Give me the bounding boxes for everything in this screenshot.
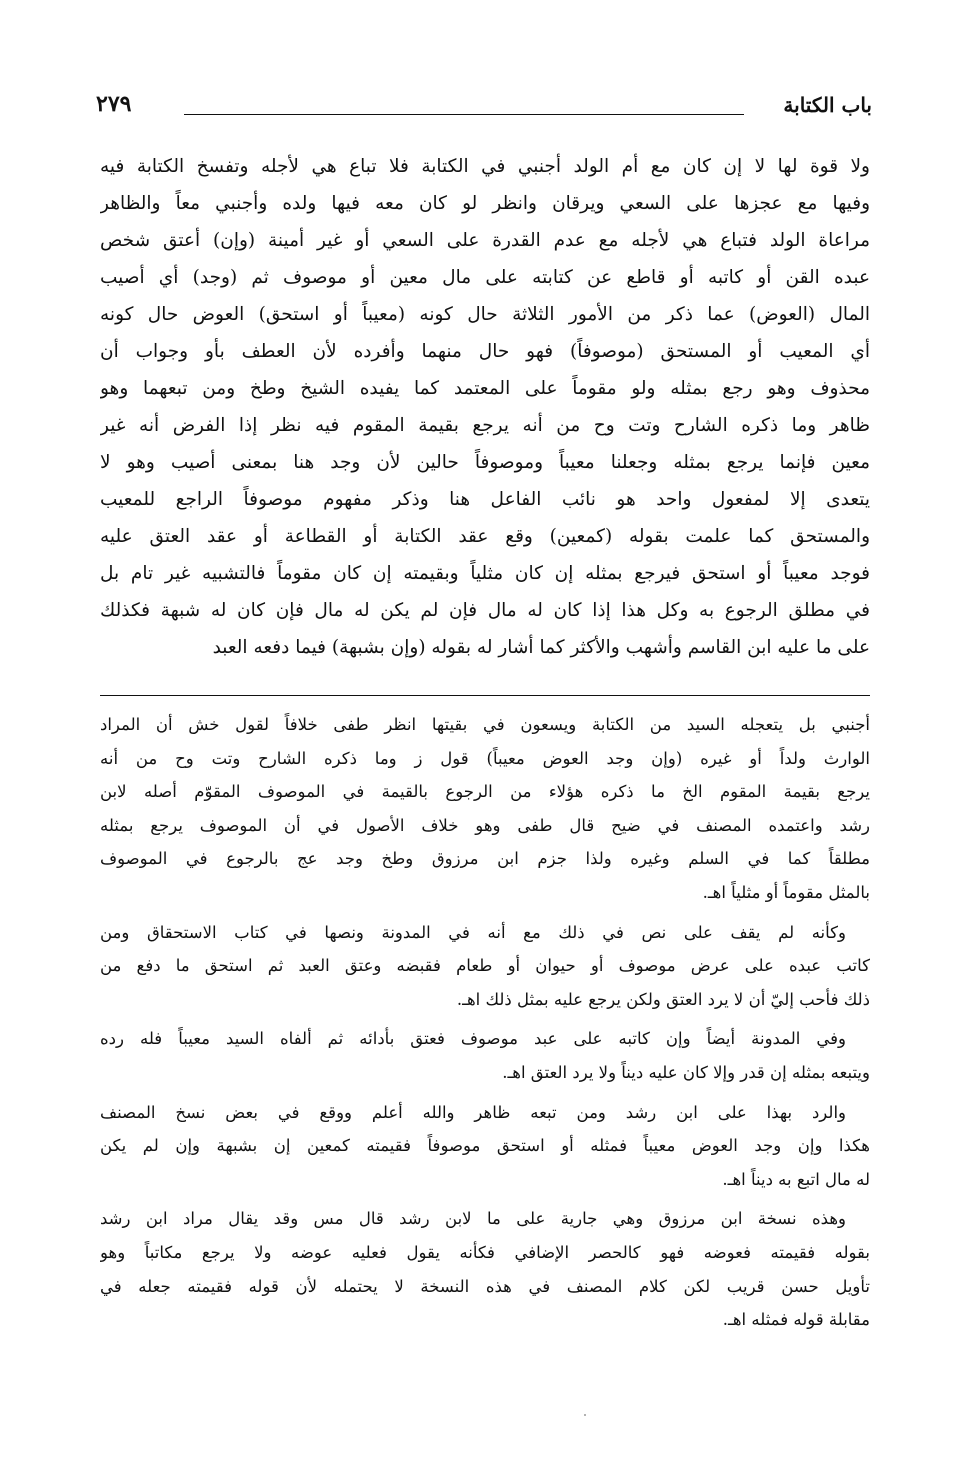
main-text-line: المال (العوض) عما ذكر من الأمور الثلاثة حال كونه (معيباً أو استحق) العوض حال كونه: [100, 304, 870, 325]
footnote-line: وفي المدونة أيضاً وإن كاتبه على عبد موصوف فعتق بأدائه ثم ألفاه السيد معيباً فله رده: [100, 1029, 846, 1049]
footnote-line: وكأنه لم يقف على نص في ذلك مع أنه في المدونة ونصها في كتاب الاستحقاق ومن: [100, 922, 846, 942]
main-text-line: محذوف وهو رجع بمثله ولو مقوماً على المعتمد كما يفيده الشيخ وطخ ومن تبعهما وهو: [100, 378, 870, 399]
main-text-line: وفيها مع عجزها على السعي ويرقان وانظر لو كان معه فيها ولده وأجنبي معاً والظاهر: [100, 193, 870, 214]
footnote-line: هكذا وإن وجد العوض معيباً فمثله أو استحق موصوفاً فقيمته كمعين إن بشبهة وإن لم يكن: [100, 1136, 870, 1156]
footnote-line: الوارث ولداً أو غيره (وإن وجد العوض معيباً) قول ز وما ذكره الشارح وتت وح من أنه: [100, 748, 870, 768]
footnote-line: مقابلة قوله فمثله اهـ.: [722, 1310, 870, 1330]
main-text: [100, 148, 870, 666]
main-text-line: والمستحق كما علمت بقوله (كمعين) وقع عقد الكتابة أو القطاعة أو عقد العتق عليه: [100, 526, 870, 547]
scan-speck: [584, 1414, 586, 1416]
main-text-line: على ما عليه ابن القاسم وأشهب والأكثر كما أشار له بقوله (وإن بشبهة) فيما دفعه العبد: [212, 637, 870, 658]
footnote-paragraph: [100, 708, 870, 910]
chapter-title: باب الكتابة: [783, 93, 872, 117]
main-text-line: عبده القن أو كاتبه أو قاطع عن كتابته على مال معين أو موصوف ثم (وجد) أي أصيب: [100, 267, 870, 288]
main-text-line: ظاهر وما ذكره الشارح وتت وح من أنه يرجع بقيمة المقوم فيه نظر إذا الفرض أنه غير: [100, 415, 870, 436]
footnote-line: بقوله فقيمته فعوضه فهو كالحصر الإضافي فكأنه يقول فعليه عوضه ولا يرجع مكاتباً وهو: [100, 1242, 870, 1262]
footnote-paragraph: [100, 916, 870, 1017]
page-number: ٢٧٩: [96, 91, 132, 117]
footnotes: [100, 708, 870, 1343]
footnote-line: مطلقاً كما في السلم وغيره ولذا جزم ابن مرزوق وطخ وجد عج بالرجوع في الموصوف: [100, 849, 870, 869]
footnote-line: له مال اتبع به ديناً اهـ.: [722, 1169, 870, 1189]
main-text-line: فوجد معيباً أو استحق فيرجع بمثله إن كان مثلياً وبقيمته إن كان مقوماً فالتشبيه غير تام بل: [100, 563, 870, 584]
footnote-line: ذلك فأحب إليّ أن لا يرد العتق ولكن يرجع عليه بمثل ذلك اهـ.: [456, 989, 870, 1009]
footnote-line: يرجع بقيمة المقوم الخ ما ذكره هؤلاء من الرجوع بالقيمة في الموصوف المقوّم أصله لابن: [100, 782, 870, 802]
footnote-line: كاتب عبده على عرض موصوف أو حيوان أو طعام فقبضه وعتق العبد ثم استحق ما دفع من: [100, 956, 870, 976]
footnote-paragraph: [100, 1096, 870, 1197]
footnote-line: وهذه نسخة ابن مرزوق وهي جارية على ما لابن رشد قال مس وقد يقال مراد ابن رشد: [100, 1209, 846, 1229]
footnote-line: أجنبي بل يتعجله السيد من الكتابة ويسعون في بقيتها انظر طفى خلافاً لقول خش أن المراد: [100, 715, 870, 734]
footnote-line: ويتبعه بمثله إن قدر وإلا كان عليه ديناً ولا يرد العتق اهـ.: [502, 1062, 870, 1082]
footnote-line: تأويل حسن قريب لكن كلام المصنف في هذه النسخة لا يحتمله لأن قوله فقيمته جعله في: [100, 1276, 870, 1296]
footnote-paragraph: [100, 1022, 870, 1089]
main-text-line: أي المعيب أو المستحق (موصوفاً) فهو حال منهما وأفرده لأن العطف بأو وجواب أن: [100, 341, 870, 362]
footnote-line: والرد بهذا على ابن رشد ومن تبعه ظاهر والله أعلم ووقع في بعض نسخ المصنف: [100, 1102, 846, 1122]
footnote-separator: [100, 695, 870, 696]
running-header: [96, 92, 872, 124]
footnote-paragraph: [100, 1202, 870, 1336]
footnote-line: بالمثل مقوماً أو مثلياً اهـ.: [702, 882, 870, 902]
main-text-line: معين فإنما يرجع بمثله وجعلنا معيباً وموصوفاً حالين لأن وجد هنا بمعنى أصيب وهو لا: [100, 452, 870, 473]
main-text-line: مراعاة الولد فتباع هي لأجله مع عدم القدرة على السعي أو غير أمينة (وإن) أعتق شخص: [100, 230, 870, 251]
main-text-line: يتعدى إلا لمفعول واحد هو نائب الفاعل هنا وذكر مفهوم موصوفاً الراجع للمعيب: [100, 489, 870, 510]
header-rule: [184, 114, 744, 115]
main-text-line: ولا قوة لها لا إن كان مع أم الولد أجنبي في الكتابة فلا تباع هي لأجله وتفسخ الكتابة فيه: [100, 156, 870, 177]
footnote-line: رشد واعتمده المصنف في ضيح قال طفى وهو خلاف الأصول في أن الموصوف يرجع بمثله: [100, 815, 870, 835]
main-text-line: في مطلق الرجوع به وكل هذا إذا كان له مال فإن لم يكن له مال فإن كان له شبهة فكذلك: [100, 600, 870, 621]
